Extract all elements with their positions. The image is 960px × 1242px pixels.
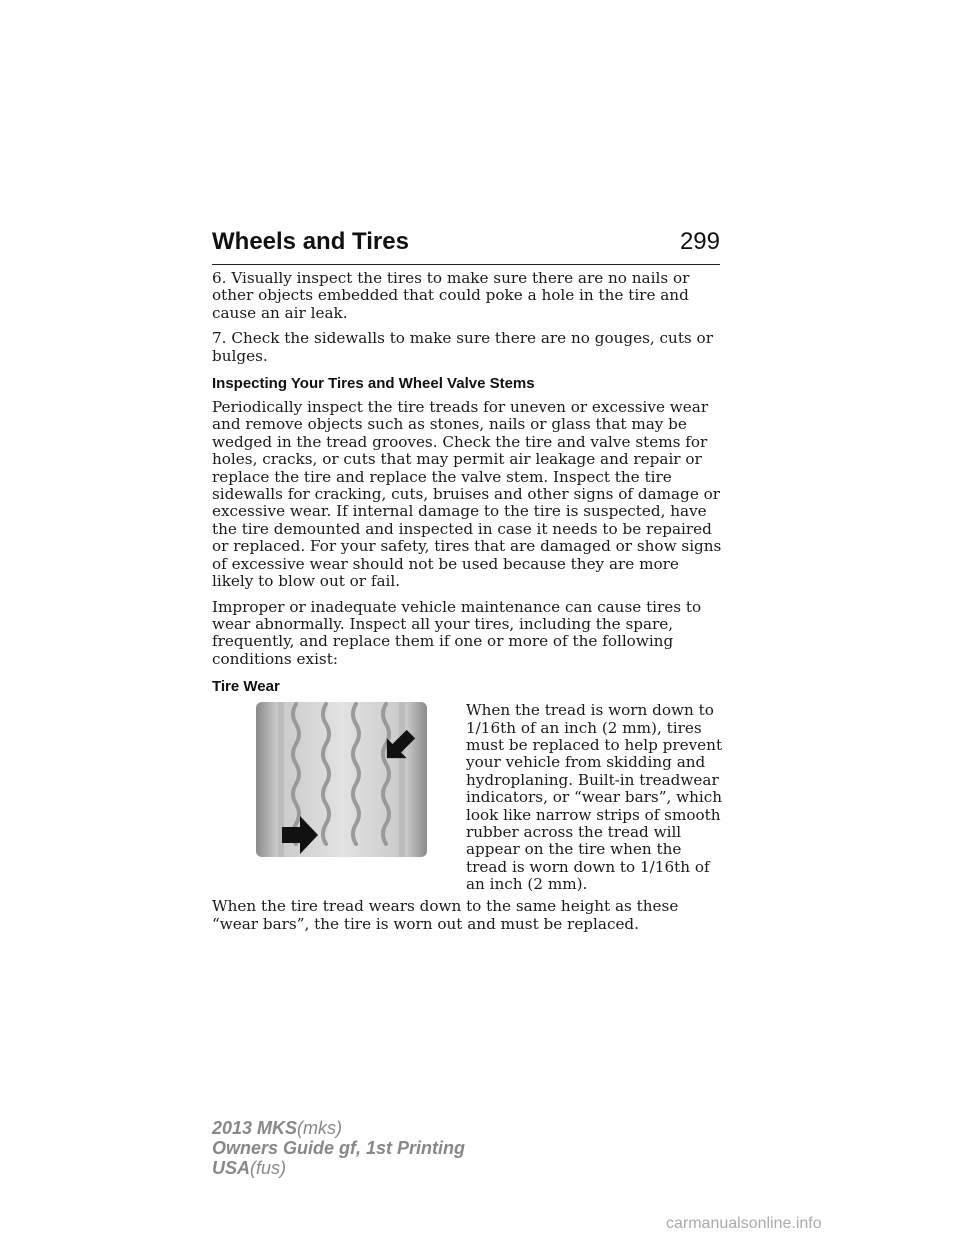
footer-guide: Owners Guide gf, 1st Printing	[212, 1138, 466, 1158]
tread-worn-paragraph: When the tread is worn down to 1/16th of an inch (2 mm), tires must be replaced to help prevent your vehicle from skidding and hydroplaning. Built-in treadwear indicators, or “wear bars”, which look like narrow strips of smooth rubber across the tread will appear on the tire when the tread is worn down to 1/16th of an inch (2 mm).	[466, 701, 723, 894]
document-footer	[212, 1118, 465, 1178]
wear-bars-paragraph: When the tire tread wears down to the same height as these “wear bars”, the tire is worn out and must be replaced.	[212, 897, 679, 933]
watermark: carmanualsonline.info	[666, 1215, 822, 1232]
tread-channel-right	[399, 702, 405, 857]
footer-model-code: (mks)	[297, 1118, 343, 1138]
footer-line-region	[212, 1158, 465, 1178]
footer-line-guide	[212, 1138, 465, 1158]
inspecting-paragraph: Periodically inspect the tire treads for uneven or excessive wear and remove objects such as stones, nails or glass that may be wedged in the tread grooves. Check the tire and valve stems for holes, cracks, or cuts that may permit air leakage and repair or replace the tire and replace the valve stem. Inspect the tire sidewalls for cracking, cuts, bruises and other signs of damage or excessive wear. If internal damage to the tire is suspected, have the tire demounted and inspected in case it needs to be repaired or replaced. For your safety, tires that are damaged or show signs of excessive wear should not be used because they are more likely to blow out or fail.	[212, 398, 722, 591]
inspecting-heading: Inspecting Your Tires and Wheel Valve Stems	[212, 375, 535, 393]
tire-wear-section	[212, 701, 723, 894]
page-content	[212, 270, 722, 941]
step-7-paragraph: 7. Check the sidewalls to make sure there are no gouges, cuts or bulges.	[212, 329, 713, 365]
tire-tread-illustration	[256, 702, 427, 857]
page-header	[212, 228, 720, 265]
footer-line-model	[212, 1118, 465, 1138]
page-number: 299	[679, 228, 720, 255]
section-title: Wheels and Tires	[212, 228, 409, 255]
footer-model: 2013 MKS	[212, 1118, 298, 1138]
improper-maintenance-paragraph: Improper or inadequate vehicle maintenance can cause tires to wear abnormally. Inspect all your tires, including the spare, frequently, and replace them if one or more of the following conditions exist:	[212, 597, 702, 668]
footer-region-code: (fus)	[250, 1158, 287, 1178]
tire-wear-heading: Tire Wear	[212, 678, 280, 696]
footer-region: USA	[212, 1158, 251, 1178]
step-6-paragraph: 6. Visually inspect the tires to make sure there are no nails or other objects embedded that could poke a hole in the tire and cause an air leak.	[212, 269, 690, 322]
